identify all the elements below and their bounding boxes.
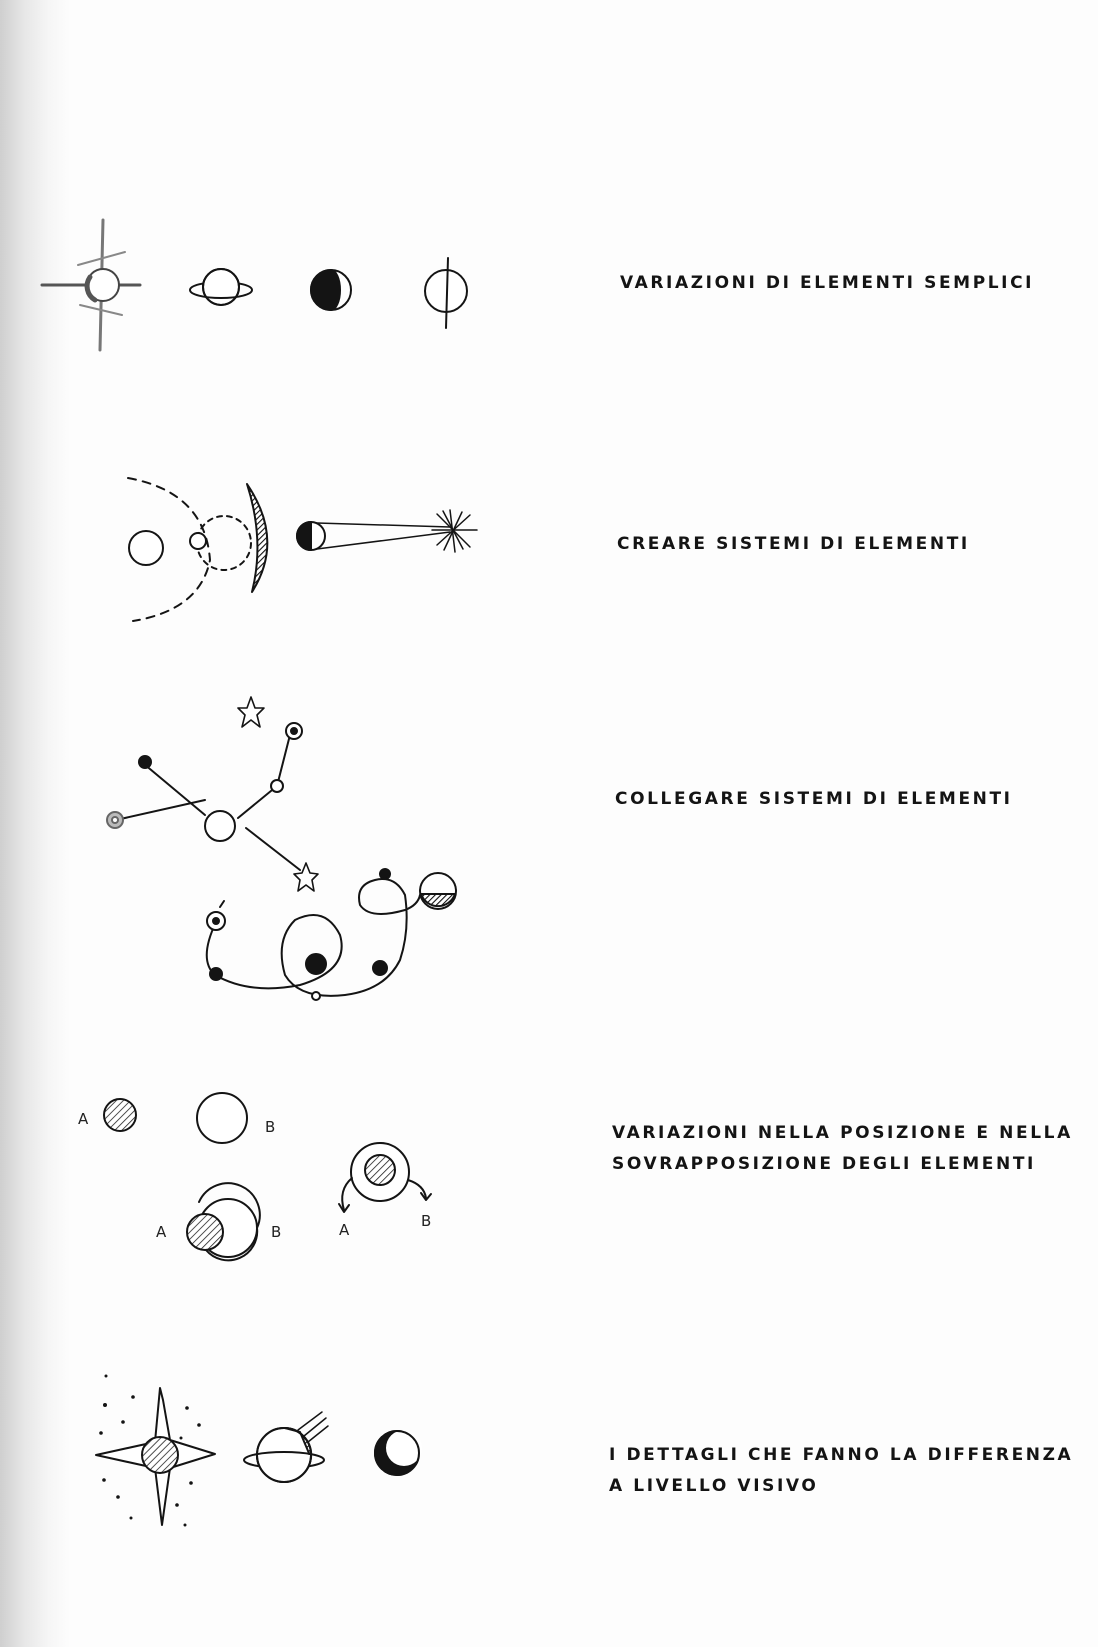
label-b-overlap: B xyxy=(271,1223,282,1241)
caption-connect-systems xyxy=(615,784,1013,815)
caption-position-overlap xyxy=(612,1118,1073,1180)
label-a-row1: A xyxy=(78,1110,89,1128)
label-b-row1: B xyxy=(265,1118,276,1136)
overlap-row-ab-icon xyxy=(104,1093,247,1143)
caption-create-systems xyxy=(617,529,970,560)
orbit-system-icon xyxy=(128,478,267,621)
sun-sketch-icon xyxy=(42,220,140,350)
crescent-moon-icon xyxy=(375,1430,422,1475)
overlap-pair-icon xyxy=(187,1183,260,1260)
orbit-arrows-icon xyxy=(339,1143,431,1212)
label-a-orbit: A xyxy=(339,1221,350,1239)
caption-line: COLLEGARE SISTEMI DI ELEMENTI xyxy=(615,789,1013,809)
caption-line: SOVRAPPOSIZIONE DEGLI ELEMENTI xyxy=(612,1154,1036,1174)
planet-axis-icon xyxy=(425,258,467,328)
detailed-ringed-planet-icon xyxy=(244,1412,328,1482)
constellation-icon xyxy=(107,697,318,891)
sparkle-star-icon xyxy=(96,1375,215,1527)
label-a-overlap: A xyxy=(156,1223,167,1241)
ringed-planet-icon xyxy=(190,269,252,305)
caption-line: VARIAZIONI NELLA POSIZIONE E NELLA xyxy=(612,1123,1073,1143)
eclipse-beam-icon xyxy=(297,510,477,552)
label-b-orbit: B xyxy=(421,1212,432,1230)
caption-line: A LIVELLO VISIVO xyxy=(609,1476,819,1496)
half-moon-icon xyxy=(311,270,351,310)
caption-simple-elements xyxy=(620,268,1034,299)
caption-line: I DETTAGLI CHE FANNO LA DIFFERENZA xyxy=(609,1445,1074,1465)
caption-line: CREARE SISTEMI DI ELEMENTI xyxy=(617,534,970,554)
caption-line: VARIAZIONI DI ELEMENTI SEMPLICI xyxy=(620,273,1035,293)
caption-visual-details xyxy=(609,1440,1073,1502)
orbit-path-icon xyxy=(207,869,456,1000)
